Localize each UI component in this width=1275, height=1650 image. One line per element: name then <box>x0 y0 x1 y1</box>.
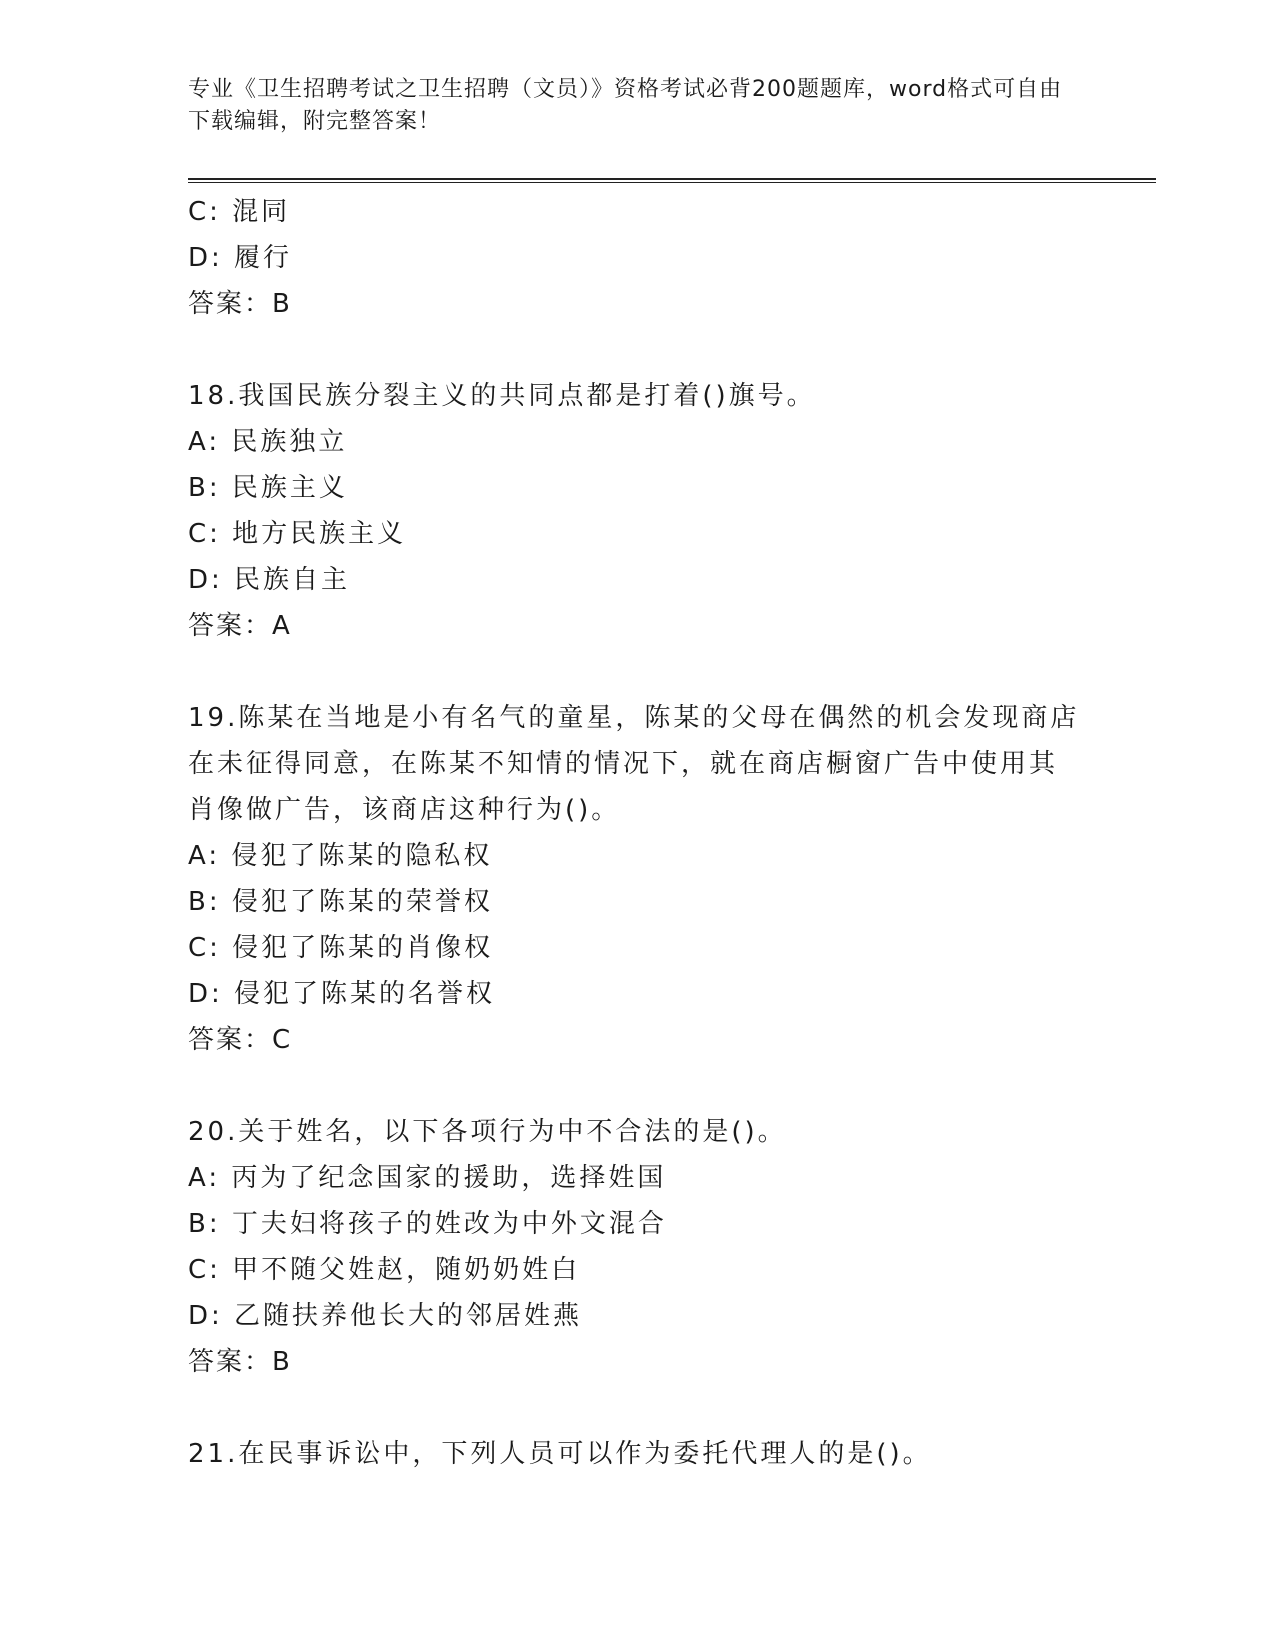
option-d: D: 民族自主 <box>188 565 351 595</box>
question-text-line: 肖像做广告，该商店这种行为()。 <box>188 795 621 825</box>
option-a: A: 丙为了纪念国家的援助，选择姓国 <box>188 1163 667 1193</box>
question-20 <box>188 1109 1088 1385</box>
answer-line: 答案：A <box>188 611 292 641</box>
option-a: A: 侵犯了陈某的隐私权 <box>188 841 493 871</box>
option-c: C: 甲不随父姓赵，随奶奶姓白 <box>188 1255 581 1285</box>
question-18 <box>188 373 1088 649</box>
option-b: B: 民族主义 <box>188 473 348 503</box>
option-b: B: 丁夫妇将孩子的姓改为中外文混合 <box>188 1209 667 1239</box>
spacer <box>188 1385 1088 1431</box>
option-d: D: 履行 <box>188 243 293 273</box>
question-21 <box>188 1431 1088 1477</box>
spacer <box>188 327 1088 373</box>
option-b: B: 侵犯了陈某的荣誉权 <box>188 887 493 917</box>
header-title: 专业《卫生招聘考试之卫生招聘（文员）》资格考试必背200题题库，word格式可自由下载编辑，附完整答案！ <box>188 77 1063 134</box>
question-list <box>188 189 1088 1477</box>
header-divider <box>188 178 1156 183</box>
answer-line: 答案：B <box>188 1347 292 1377</box>
spacer <box>188 649 1088 695</box>
previous-question-tail <box>188 189 1088 327</box>
answer-line: 答案：B <box>188 289 292 319</box>
question-text: 18.我国民族分裂主义的共同点都是打着()旗号。 <box>188 381 816 411</box>
question-19 <box>188 695 1088 1063</box>
answer-line: 答案：C <box>188 1025 293 1055</box>
option-d: D: 乙随扶养他长大的邻居姓燕 <box>188 1301 583 1331</box>
spacer <box>188 1063 1088 1109</box>
option-c: C: 地方民族主义 <box>188 519 407 549</box>
question-text-line: 在未征得同意，在陈某不知情的情况下，就在商店橱窗广告中使用其 <box>188 749 1059 779</box>
question-text: 20.关于姓名，以下各项行为中不合法的是()。 <box>188 1117 787 1147</box>
option-c: C: 混同 <box>188 197 291 227</box>
document-header <box>188 74 1068 138</box>
option-c: C: 侵犯了陈某的肖像权 <box>188 933 494 963</box>
question-text-line: 19.陈某在当地是小有名气的童星，陈某的父母在偶然的机会发现商店 <box>188 703 1080 733</box>
option-a: A: 民族独立 <box>188 427 348 457</box>
question-text: 21.在民事诉讼中，下列人员可以作为委托代理人的是()。 <box>188 1439 932 1469</box>
option-d: D: 侵犯了陈某的名誉权 <box>188 979 496 1009</box>
